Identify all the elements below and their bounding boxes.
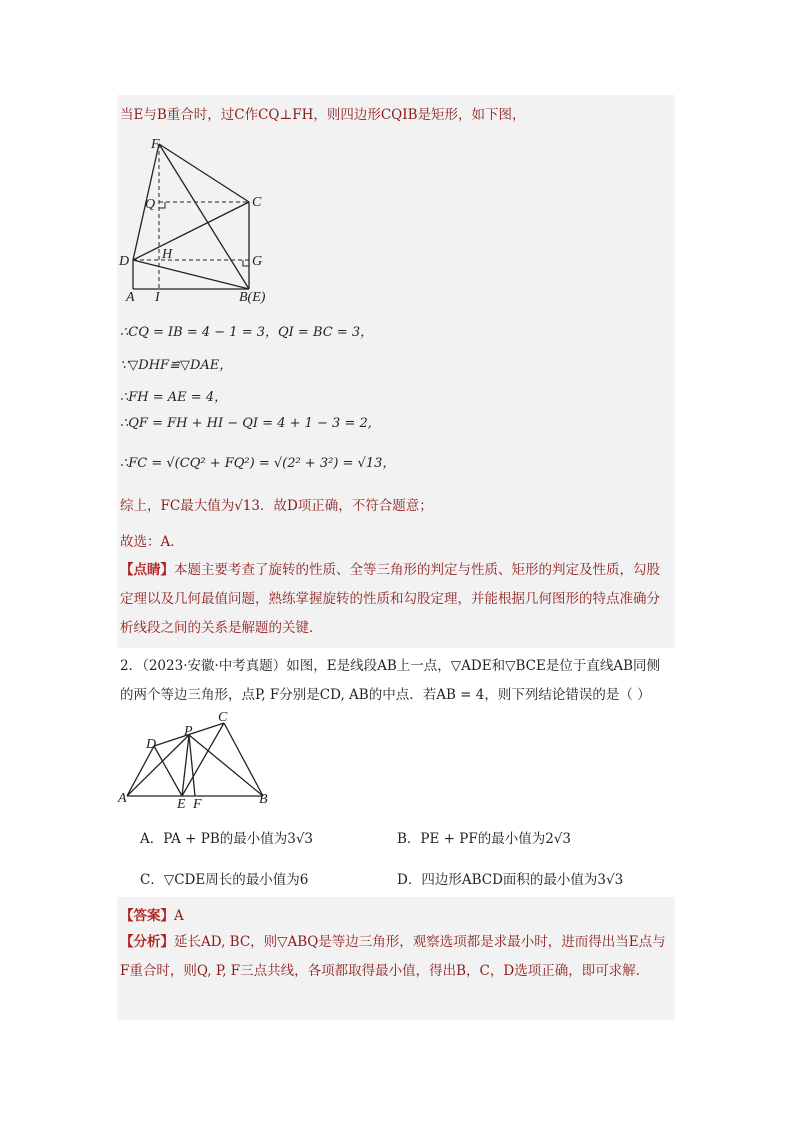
label-D2: D bbox=[146, 737, 157, 752]
comment-tag: 【点睛】 bbox=[120, 562, 174, 578]
intro-text: 当E与B重合时，过C作CQ⊥FH，则四边形CQIB是矩形，如下图， bbox=[120, 107, 526, 123]
option-c[interactable]: C．▽CDE周长的最小值为6 bbox=[140, 872, 309, 888]
label-A2: A bbox=[118, 791, 127, 806]
option-d[interactable]: D．四边形ABCD面积的最小值为3√3 bbox=[397, 872, 624, 888]
label-F2: F bbox=[193, 797, 202, 808]
equation-4: ∴QF = FH + HI − QI = 4 + 1 − 3 = 2, bbox=[120, 416, 372, 431]
figure-rectangle-rotation bbox=[112, 134, 282, 304]
label-B-E: B(E) bbox=[239, 290, 266, 304]
equation-5: ∴FC = √(CQ² + FQ²) = √(2² + 3²) = √13， bbox=[120, 456, 396, 471]
label-F: F bbox=[151, 137, 160, 152]
equation-1: ∴CQ = IB = 4 − 1 = 3，QI = BC = 3， bbox=[120, 325, 374, 340]
label-Q: Q bbox=[145, 197, 156, 212]
equation-3: ∴FH = AE = 4， bbox=[120, 390, 228, 405]
label-B2: B bbox=[259, 792, 268, 807]
question-2-stem: 2．（2023·安徽·中考真题）如图，E是线段AB上一点，▽ADE和▽BCE是位于直线AB同侧的两个等边三角形，点P, F分别是CD, AB的中点．若AB = 4，则下列结论错误的是（ ） bbox=[120, 658, 661, 703]
label-C2: C bbox=[218, 710, 228, 725]
option-a[interactable]: A．PA + PB的最小值为3√3 bbox=[140, 831, 314, 847]
comment-paragraph bbox=[120, 556, 672, 643]
figure-equilateral-triangles bbox=[115, 708, 285, 808]
answer-value: A bbox=[174, 908, 184, 924]
answer-line bbox=[120, 904, 184, 924]
answer-tag: 【答案】 bbox=[120, 908, 174, 924]
label-G: G bbox=[252, 254, 263, 269]
label-D: D bbox=[119, 254, 130, 269]
label-P: P bbox=[184, 724, 193, 739]
label-C: C bbox=[252, 195, 262, 210]
label-A: A bbox=[126, 290, 135, 304]
choice-text: 故选：A． bbox=[120, 534, 184, 550]
comment-text: 本题主要考查了旋转的性质、全等三角形的判定与性质、矩形的判定及性质，勾股定理以及几何最值问题，熟练掌握旋转的性质和勾股定理，并能根据几何图形的特点准确分析线段之间的关系是解题的关键． bbox=[120, 562, 660, 636]
option-b[interactable]: B．PE + PF的最小值为2√3 bbox=[397, 831, 571, 847]
analysis-paragraph bbox=[120, 928, 672, 986]
summary-text: 综上，FC最大值为√13．故D项正确，不符合题意； bbox=[120, 498, 433, 514]
label-E2: E bbox=[177, 797, 186, 808]
analysis-text: 延长AD, BC，则▽ABQ是等边三角形，观察选项都是求最小时，进而得出当E点与F重合时，则Q, P, F三点共线，各项都取得最小值，得出B，C，D选项正确，即可求解． bbox=[120, 934, 666, 979]
label-I: I bbox=[155, 290, 160, 304]
analysis-tag: 【分析】 bbox=[120, 934, 174, 950]
equation-2: ∵▽DHF≌▽DAE， bbox=[120, 358, 233, 373]
label-H: H bbox=[162, 247, 173, 262]
